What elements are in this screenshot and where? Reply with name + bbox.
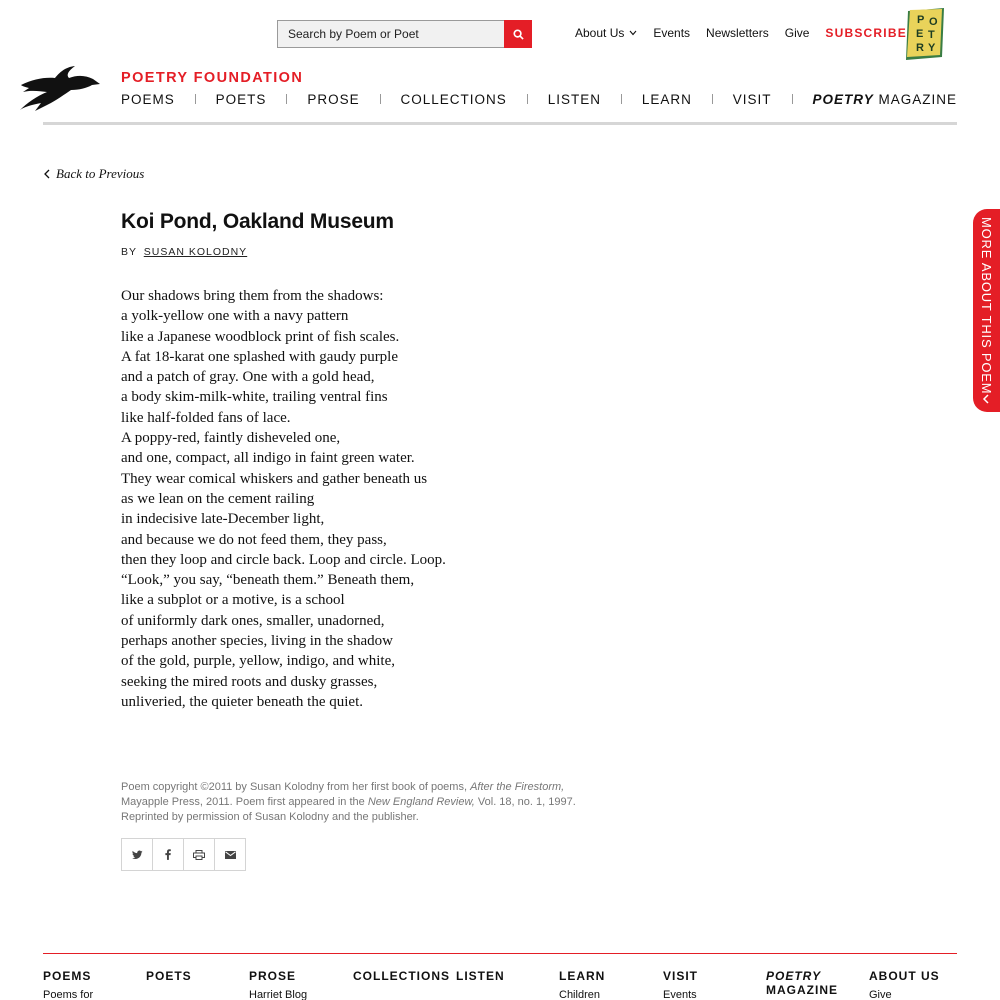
utility-nav <box>575 26 907 40</box>
search-input[interactable] <box>277 20 504 48</box>
footer-heading[interactable]: POETS <box>146 969 192 983</box>
footer-column <box>456 969 556 983</box>
footer-column <box>559 969 659 1000</box>
badge-letter: T <box>928 29 935 41</box>
footer-link[interactable]: Poems for <box>43 989 94 1000</box>
back-to-previous-link[interactable] <box>44 166 144 182</box>
nav-separator <box>527 94 528 104</box>
footer-heading[interactable]: VISIT <box>663 969 699 983</box>
footer-link[interactable]: Give <box>869 989 892 1000</box>
poem-line: of the gold, purple, yellow, indigo, and white, <box>121 653 395 670</box>
poem-line: then they loop and circle back. Loop and circle. Loop. <box>121 551 446 568</box>
nav-separator <box>286 94 287 104</box>
side-tab-label: MORE ABOUT THIS POEM <box>979 217 994 395</box>
footer-column <box>766 969 866 997</box>
nav-visit[interactable]: VISIT <box>732 91 772 107</box>
share-twitter-button[interactable] <box>121 838 153 871</box>
print-icon <box>193 850 205 860</box>
chevron-left-icon <box>981 394 991 404</box>
search-icon <box>513 29 524 40</box>
chevron-down-icon <box>629 30 637 36</box>
footer-link[interactable]: Harriet Blog <box>249 989 308 1000</box>
email-icon <box>225 851 236 859</box>
chevron-left-icon <box>44 169 50 179</box>
poem-line: seeking the mired roots and dusky grasses, <box>121 673 378 690</box>
share-facebook-button[interactable] <box>152 838 184 871</box>
nav-collections[interactable]: COLLECTIONS <box>400 91 507 107</box>
footer-column <box>869 969 969 1000</box>
nav-poetry-magazine[interactable] <box>812 92 957 107</box>
footer-column <box>43 969 143 1000</box>
poem-line: They wear comical whiskers and gather beneath us <box>121 470 428 487</box>
poem-line: perhaps another species, living in the shadow <box>121 633 394 650</box>
poem-line: like a Japanese woodblock print of fish scales. <box>121 328 400 345</box>
nav-divider <box>43 122 957 125</box>
copyright-text: Mayapple Press, 2011. Poem first appeared in the <box>121 796 368 808</box>
brand-title[interactable]: POETRY FOUNDATION <box>121 70 304 86</box>
main-nav <box>121 90 957 108</box>
footer-column <box>146 969 246 983</box>
badge-letter: O <box>929 16 938 28</box>
about-us-label: About Us <box>575 26 625 40</box>
footer-link[interactable]: Children <box>559 989 600 1000</box>
poem-line: and one, compact, all indigo in faint green water. <box>121 450 415 467</box>
poem-line: and a patch of gray. One with a gold head, <box>121 369 375 386</box>
poem-line: of uniformly dark ones, smaller, unadorned, <box>121 612 385 629</box>
nav-separator <box>792 94 793 104</box>
badge-letter: R <box>916 42 924 54</box>
share-buttons <box>121 838 246 871</box>
search-bar <box>277 20 532 48</box>
footer-column <box>353 969 453 983</box>
footer-divider <box>43 953 957 954</box>
poem-line: “Look,” you say, “beneath them.” Beneath them, <box>121 572 415 589</box>
copyright-note <box>121 780 591 825</box>
copyright-text: Vol. 18, no. 1, 1997. Reprinted by permission of Susan Kolodny and the publisher. <box>121 796 576 823</box>
footer-column <box>663 969 763 1000</box>
nav-poets[interactable]: POETS <box>215 91 267 107</box>
poem-body <box>121 286 446 712</box>
book-title: After the Firestorm, <box>470 781 565 793</box>
copyright-text: Poem copyright ©2011 by Susan Kolodny from her first book of poems, <box>121 781 471 793</box>
author-link[interactable]: SUSAN KOLODNY <box>143 246 248 258</box>
footer-heading[interactable]: LEARN <box>559 969 606 983</box>
twitter-icon <box>132 850 143 860</box>
search-button[interactable] <box>504 20 532 48</box>
nav-separator <box>621 94 622 104</box>
poem-line: as we lean on the cement railing <box>121 490 315 507</box>
nav-listen[interactable]: LISTEN <box>547 91 601 107</box>
more-about-this-poem-tab[interactable] <box>973 209 1000 412</box>
footer-heading[interactable]: PROSE <box>249 969 297 983</box>
poem-line: a yolk-yellow one with a navy pattern <box>121 308 349 325</box>
footer-heading[interactable]: COLLECTIONS <box>353 969 450 983</box>
about-us-link[interactable] <box>575 26 637 40</box>
badge-letter: P <box>917 14 925 26</box>
poem-line: A fat 18-karat one splashed with gaudy purple <box>121 348 399 365</box>
byline-by: BY <box>121 246 137 258</box>
poem-line: like half-folded fans of lace. <box>121 409 291 426</box>
poem-line: Our shadows bring them from the shadows: <box>121 288 384 304</box>
events-link[interactable]: Events <box>653 26 691 40</box>
poetry-magazine-badge[interactable] <box>904 7 946 61</box>
footer-heading[interactable]: LISTEN <box>456 969 505 983</box>
give-link[interactable]: Give <box>784 26 810 40</box>
share-email-button[interactable] <box>214 838 246 871</box>
footer-heading-rest: MAGAZINE <box>766 983 838 997</box>
poem-line: a body skim-milk-white, trailing ventral fins <box>121 389 388 406</box>
nav-separator <box>380 94 381 104</box>
badge-letter: E <box>916 28 924 40</box>
poem-line: and because we do not feed them, they pass, <box>121 531 387 548</box>
print-button[interactable] <box>183 838 215 871</box>
footer-column <box>249 969 349 1000</box>
footer-heading[interactable]: POEMS <box>43 969 92 983</box>
byline <box>121 246 247 258</box>
nav-magazine-rest: MAGAZINE <box>873 91 957 107</box>
footer-heading[interactable]: ABOUT US <box>869 969 940 983</box>
journal-title: New England Review, <box>367 796 475 808</box>
subscribe-link[interactable]: SUBSCRIBE <box>825 26 907 40</box>
pegasus-logo-icon[interactable] <box>19 63 101 113</box>
nav-prose[interactable]: PROSE <box>307 91 360 107</box>
nav-magazine-emph: POETRY <box>812 91 874 107</box>
poem-line: in indecisive late-December light, <box>121 511 325 528</box>
facebook-icon <box>165 849 171 860</box>
nav-separator <box>195 94 196 104</box>
footer-nav <box>43 969 973 1000</box>
back-label: Back to Previous <box>56 166 145 181</box>
footer-link[interactable]: Events <box>663 989 697 1000</box>
newsletters-link[interactable]: Newsletters <box>706 26 769 40</box>
nav-learn[interactable]: LEARN <box>641 91 692 107</box>
nav-poems[interactable]: POEMS <box>121 91 175 107</box>
poem-line: like a subplot or a motive, is a school <box>121 592 345 609</box>
poem-line: A poppy-red, faintly disheveled one, <box>121 430 341 447</box>
poem-line: unliveried, the quieter beneath the quiet. <box>121 693 363 710</box>
nav-separator <box>712 94 713 104</box>
footer-heading[interactable] <box>766 969 866 997</box>
badge-letter: Y <box>928 42 936 54</box>
footer-heading-emph: POETRY <box>766 969 822 983</box>
poem-title: Koi Pond, Oakland Museum <box>121 210 394 233</box>
